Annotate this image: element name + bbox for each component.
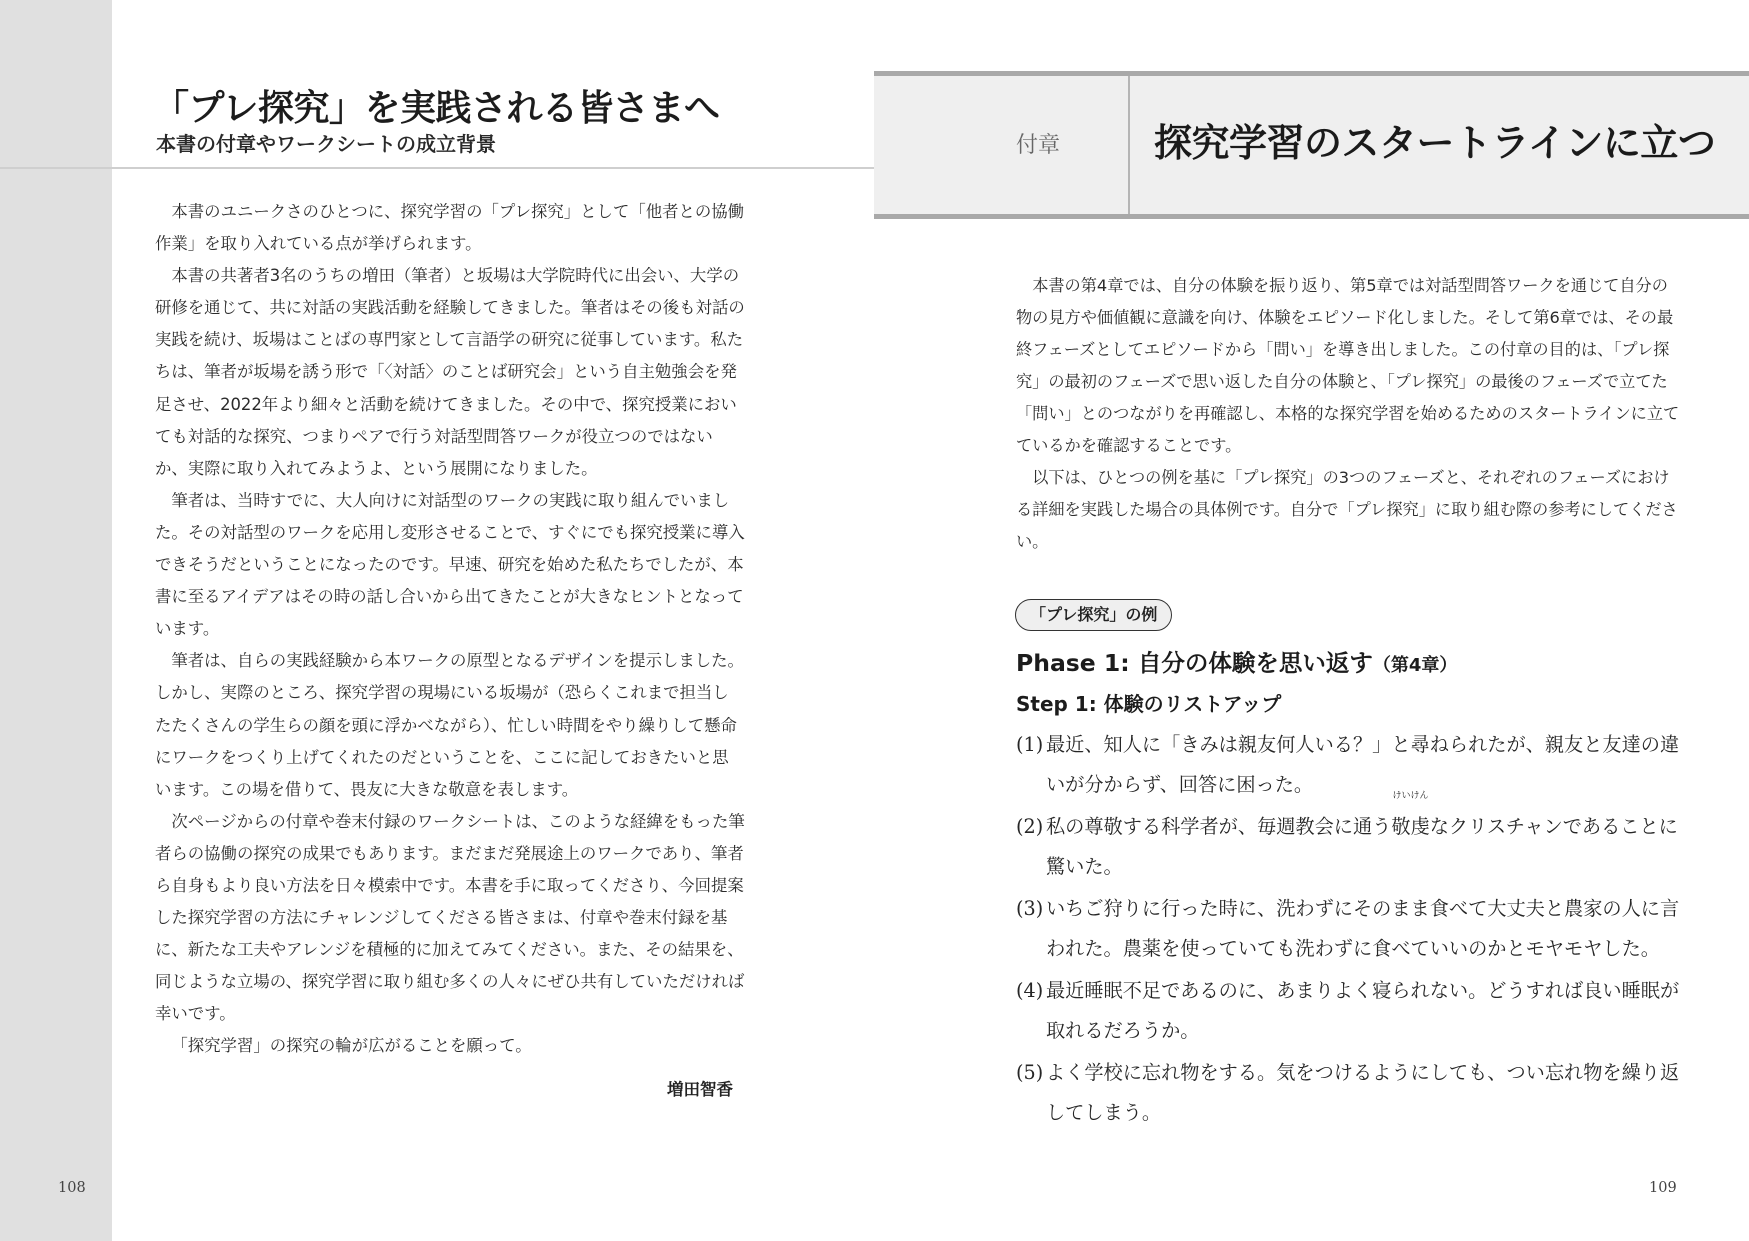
example-tag-badge: 「プレ探究」の例 [1015, 599, 1172, 631]
list-item-number: (2) [1016, 815, 1044, 838]
right-paragraph-2: 以下は、ひとつの例を基に「プレ探究」の3つのフェーズと、それぞれのフェーズにおける詳細を実践した場合の具体例です。自分で「プレ探究」に取り組む際の参考にしてください。 [1016, 468, 1678, 551]
list-item-text-pre: 私の尊敬する科学者が、毎週教会に通う [1046, 815, 1392, 838]
list-item-number: (3) [1016, 897, 1044, 920]
left-paragraph-4: 筆者は、自らの実践経験から本ワークの原型となるデザインを提示しました。しかし、実際のところ、探究学習の現場にいる坂場が（恐らくこれまで担当したたくさんの学生らの顔を頭に浮かべながら）、忙しい時間をやり繰りして懸命にワークをつくり上げてくれたのだということを、ここに記しておきたいと思います。この場を借りて、畏友に大きな敬意を表します。 [155, 651, 744, 799]
step-heading: Step 1: 体験のリストアップ [1016, 692, 1282, 716]
author-signature: 増田智香 [667, 1080, 733, 1099]
right-body-text [1016, 270, 1681, 558]
left-page-subtitle: 本書の付章やワークシートの成立背景 [156, 132, 496, 156]
left-page-title: 「プレ探究」を実践される皆さまへ [153, 88, 720, 129]
ruby-reading: けいけん [1392, 791, 1429, 801]
list-item-text: 最近睡眠不足であるのに、あまりよく寝られない。どうすれば良い睡眠が取れるだろうか。 [1046, 979, 1680, 1042]
appendix-label: 付章 [1016, 133, 1061, 158]
list-item [1016, 889, 1686, 969]
ruby-base: 敬虔 [1391, 815, 1430, 838]
phase-heading-text: Phase 1: 自分の体験を思い返す [1016, 649, 1373, 677]
left-header-divider [0, 167, 874, 169]
left-paragraph-5: 次ページからの付章や巻末付録のワークシートは、このような経緯をもった筆者らの協働の探究の成果でもあります。まだまだ発展途上のワークであり、筆者ら自身もより良い方法を日々模索中です。本書を手に取ってくださり、今回提案した探究学習の方法にチャレンジしてくださる皆さまは、付章や巻末付録を基に、新たな工夫やアレンジを積極的に加えてみてください。また、その結果を、同じような立場の、探究学習に取り組む多くの人々にぜひ共有していただければ幸いです。 [155, 811, 745, 1024]
left-closing-line: 「探究学習」の探究の輪が広がることを願って。 [171, 1036, 532, 1056]
list-item-text [1046, 791, 1678, 878]
appendix-title: 探究学習のスタートラインに立つ [1154, 121, 1716, 165]
list-item [1016, 791, 1686, 887]
list-item-text-post: なクリスチャンであることに驚いた。 [1046, 815, 1678, 878]
ruby-annotated-word [1391, 791, 1430, 847]
left-body-text [155, 196, 745, 1063]
list-item-number: (5) [1016, 1061, 1044, 1084]
appendix-header-divider [1128, 76, 1130, 214]
left-paragraph-3: 筆者は、当時すでに、大人向けに対話型のワークの実践に取り組んでいました。その対話型のワークを応用し変形させることで、すぐにでも探究授業に導入できそうだということになったのです。早速、研究を始めた私たちでしたが、本書に至るアイデアはその時の話し合いから出てきたことが大きなヒントとなっています。 [155, 490, 745, 639]
page-number-right: 109 [1649, 1180, 1677, 1196]
list-item-number: (1) [1016, 733, 1044, 756]
list-item-number: (4) [1016, 979, 1044, 1002]
phase-chapter-ref: （第4章） [1372, 655, 1458, 676]
right-paragraph-1: 本書の第4章では、自分の体験を振り返り、第5章では対話型問答ワークを通じて自分の物の見方や価値観に意識を向け、体験をエピソード化しました。そして第6章では、その最終フェーズとしてエピソードから「問い」を導き出しました。この付章の目的は、「プレ探究」の最初のフェーズで思い返した自分の体験と、「プレ探究」の最後のフェーズで立てた「問い」とのつながりを再確認し、本格的な探究学習を始めるためのスタートラインに立てているかを確認することです。 [1016, 276, 1680, 455]
left-paragraph-2: 本書の共著者3名のうちの増田（筆者）と坂場は大学院時代に出会い、大学の研修を通じて、共に対話の実践活動を経験してきました。筆者はその後も対話の実践を続け、坂場はことばの専門家として言語学の研究に従事しています。私たちは、筆者が坂場を誘う形で「〈対話〉のことば研究会」という自主勉強会を発足させ、2022年より細々と活動を続けてきました。その中で、探究授業においても対話的な探究、つまりペアで行う対話型問答ワークが役立つのではないか、実際に取り入れてみようよ、という展開になりました。 [155, 266, 745, 478]
page-number-left: 108 [58, 1180, 86, 1196]
left-margin-band [0, 0, 112, 1241]
list-item-text: よく学校に忘れ物をする。気をつけるようにしても、つい忘れ物を繰り返してしまう。 [1046, 1061, 1680, 1124]
list-item [1016, 1053, 1686, 1133]
list-item [1016, 725, 1686, 805]
list-item-text: いちご狩りに行った時に、洗わずにそのまま食べて大丈夫と農家の人に言われた。農薬を使っていても洗わずに食べていいのかとモヤモヤした。 [1046, 897, 1680, 960]
list-item [1016, 971, 1686, 1051]
appendix-header-banner [874, 71, 1749, 219]
list-item-text: 最近、知人に「きみは親友何人いる？」と尋ねられたが、親友と友達の違いが分からず、回答に困った。 [1046, 733, 1680, 796]
experience-list [1016, 725, 1686, 1135]
left-paragraph-1: 本書のユニークさのひとつに、探究学習の「プレ探究」として「他者との協働作業」を取り入れている点が挙げられます。 [155, 202, 745, 254]
phase-heading [1016, 644, 1457, 678]
